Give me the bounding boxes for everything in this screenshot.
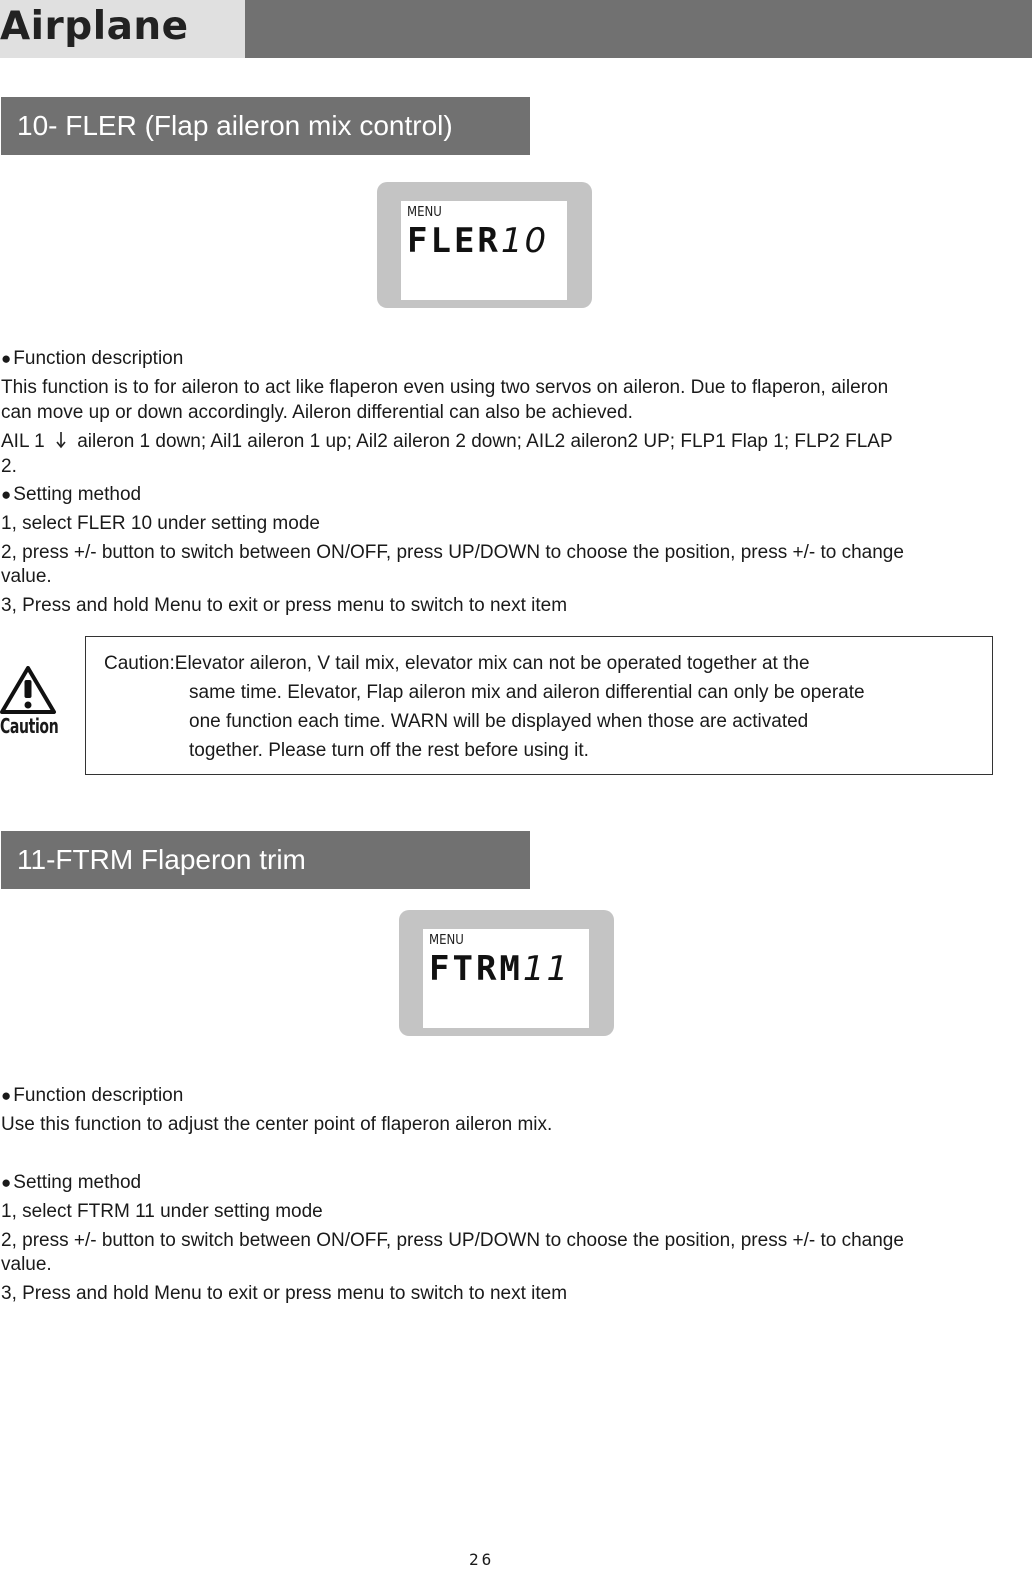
bullet-icon: ● [1,1086,12,1105]
bullet-icon: ● [1,485,12,504]
ail-prefix: AIL 1 [1,431,45,452]
lcd-screen [423,929,589,1028]
lcd-code-number: 10 [500,221,549,261]
setting-text-line: 3, Press and hold Menu to exit or press menu to switch to next item [1,595,568,616]
header-bar [245,0,1032,58]
header-title-panel [0,0,245,58]
function-text-line: This function is to for aileron to act like flaperon even using two servos on aileron. Due to flaperon, aileron [1,377,889,398]
caution-text-line: one function each time. WARN will be displayed when those are activated [189,711,809,732]
setting-text-line: 1, select FTRM 11 under setting mode [1,1201,323,1222]
function-text-line: Use this function to adjust the center point of flaperon aileron mix. [1,1114,553,1135]
caution-text-line: together. Please turn off the rest before using it. [189,740,589,761]
caution-text-line: same time. Elevator, Flap aileron mix and aileron differential can only be operate [189,682,865,703]
section-title-ftrm: 11-FTRM Flaperon trim [1,831,530,889]
bullet-icon: ● [1,1173,12,1192]
lcd-display-ftrm [399,910,614,1036]
setting-method-heading: ● Setting method [1,1172,142,1193]
lcd-screen [401,201,567,300]
lcd-code-text: FLER [407,221,501,261]
setting-text-line: 1, select FLER 10 under setting mode [1,513,320,534]
down-arrow-icon [54,430,68,450]
lcd-menu-label: MENU [407,205,442,220]
function-text-line: AIL 1 aileron 1 down; Ail1 aileron 1 up; Ail2 aileron 2 down; AIL2 aileron2 UP; FLP1 Flap 1; FLP2 FLAP [1,431,893,452]
bullet-icon: ● [1,349,12,368]
caution-icon [0,666,58,742]
setting-text-line: 3, Press and hold Menu to exit or press menu to switch to next item [1,1283,568,1304]
setting-text-line: 2, press +/- button to switch between ON/OFF, press UP/DOWN to choose the position, press +/- to change [1,542,904,563]
lcd-code [407,221,548,261]
page-title: Airplane [0,4,189,49]
caution-box [85,636,993,775]
page-number: 26 [469,1550,495,1569]
caution-text-line: Caution:Elevator aileron, V tail mix, elevator mix can not be operated together at the [104,653,810,674]
section-title-fler: 10- FLER (Flap aileron mix control) [1,97,530,155]
lcd-code-number: 11 [522,949,571,989]
setting-text-line: value. [1,1254,52,1275]
setting-text-line: value. [1,566,52,587]
function-text-line: 2. [1,456,17,477]
lcd-code-text: FTRM [429,949,523,989]
lcd-menu-label: MENU [429,933,464,948]
caution-icon-label: Caution [0,714,59,738]
lcd-code [429,949,570,989]
lcd-display-fler [377,182,592,308]
function-description-heading: ● Function description [1,1085,184,1106]
function-description-heading: ● Function description [1,348,184,369]
function-text-line: can move up or down accordingly. Aileron differential can also be achieved. [1,402,633,423]
setting-method-heading: ● Setting method [1,484,142,505]
setting-text-line: 2, press +/- button to switch between ON/OFF, press UP/DOWN to choose the position, press +/- to change [1,1230,904,1251]
